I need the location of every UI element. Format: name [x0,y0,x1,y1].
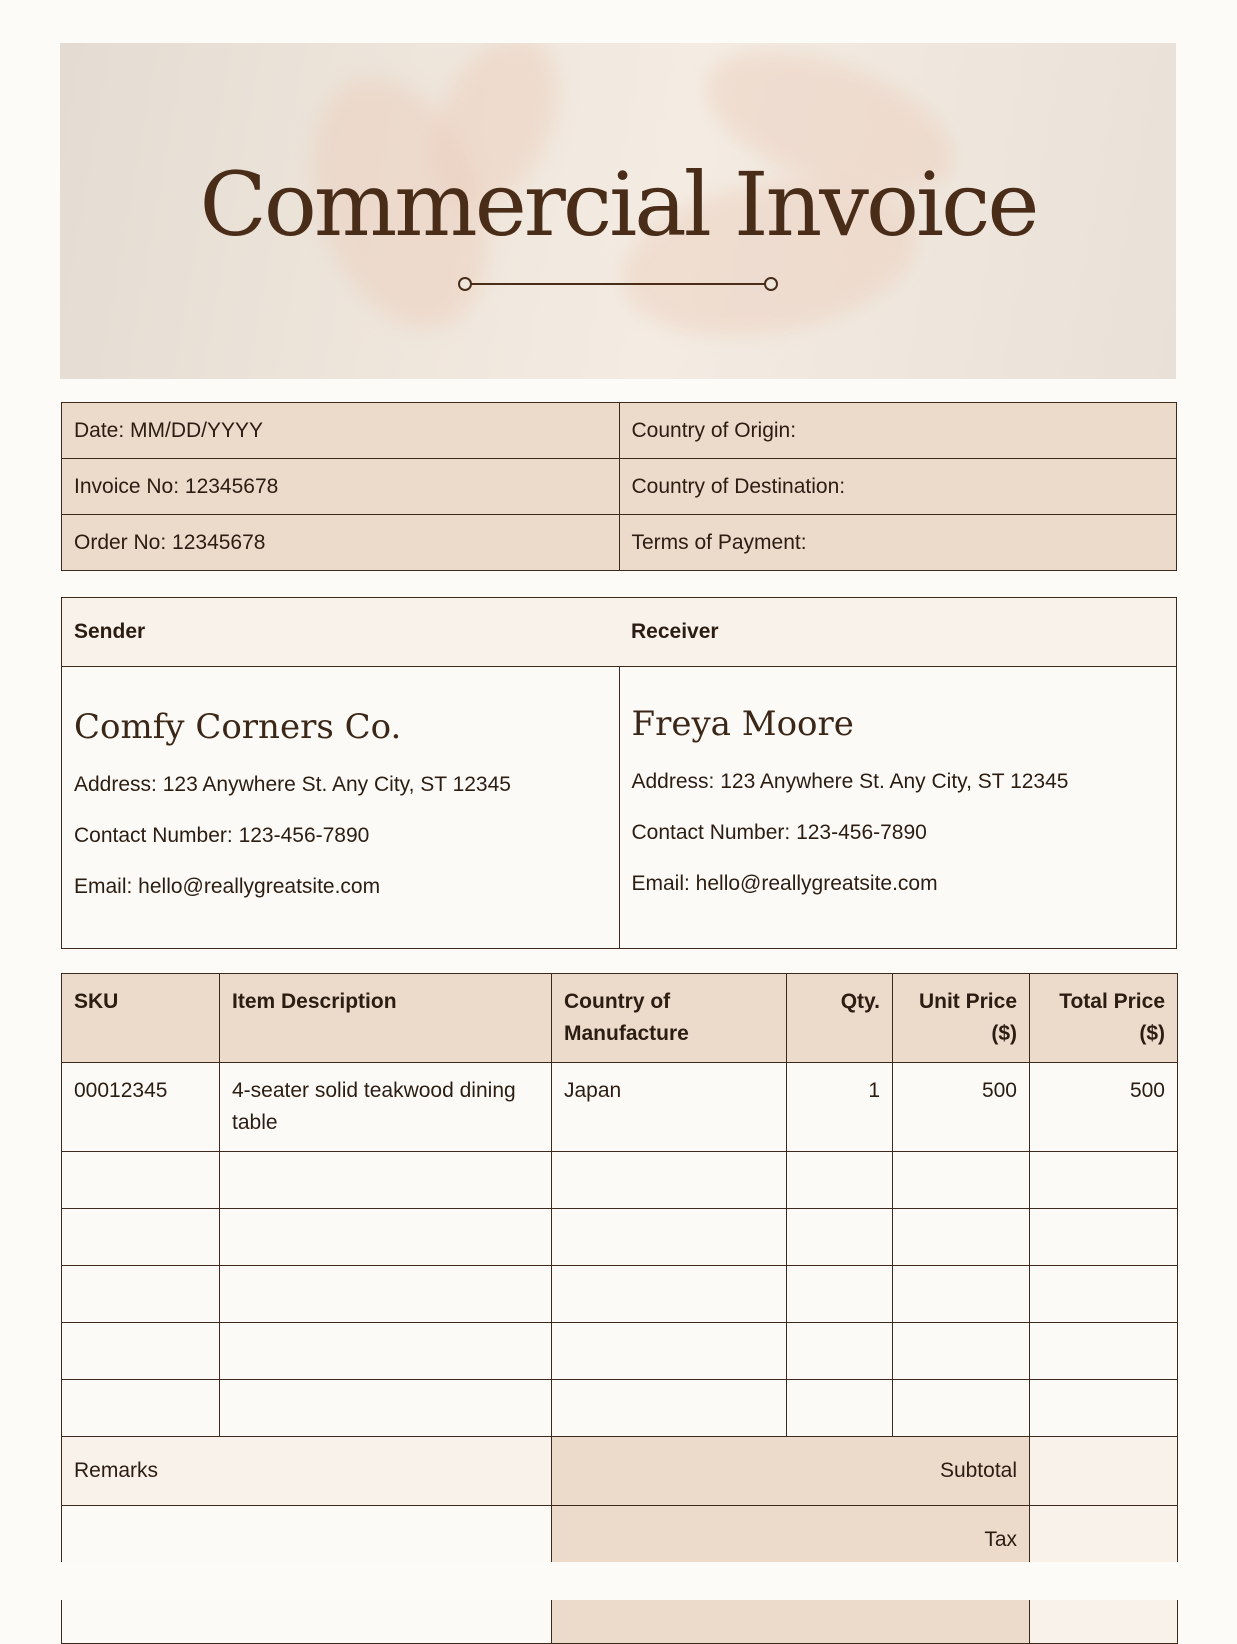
sender-block [62,667,620,949]
empty-cell[interactable] [893,1209,1030,1266]
empty-cell[interactable] [787,1323,893,1380]
sender-email[interactable]: Email: hello@reallygreatsite.com [74,875,381,898]
terms-of-payment-field[interactable]: Terms of Payment: [619,515,1177,571]
empty-cell[interactable] [552,1209,787,1266]
qty-header: Qty. [787,974,893,1063]
empty-cell[interactable] [220,1152,552,1209]
title-ornament [458,277,778,291]
table-row [62,1380,1178,1437]
receiver-address[interactable]: Address: 123 Anywhere St. Any City, ST 12345 [631,770,1069,793]
empty-cell[interactable] [1030,1380,1178,1437]
empty-cell[interactable] [1030,1323,1178,1380]
subtotal-label: Subtotal [552,1437,1030,1506]
table-row [62,1209,1178,1266]
receiver-name[interactable]: Freya Moore [631,704,854,744]
sku-header: SKU [62,974,220,1063]
page-bottom-edge [0,1562,1237,1600]
order-number-field[interactable]: Order No: 12345678 [62,515,620,571]
sender-contact[interactable]: Contact Number: 123-456-7890 [74,824,370,847]
receiver-heading: Receiver [619,598,1177,667]
table-row [62,1063,1178,1152]
invoice-title: Commercial Invoice [199,153,1037,256]
sender-name[interactable]: Comfy Corners Co. [74,707,402,747]
parties-table [61,597,1177,949]
invoice-number-field[interactable]: Invoice No: 12345678 [62,459,620,515]
tax-label: Tax [552,1506,1030,1575]
empty-cell[interactable] [1030,1152,1178,1209]
empty-cell[interactable] [787,1152,893,1209]
description-cell[interactable]: 4-seater solid teakwood dining table [220,1063,552,1152]
empty-cell[interactable] [220,1209,552,1266]
empty-cell[interactable] [552,1152,787,1209]
qty-cell[interactable]: 1 [787,1063,893,1152]
empty-cell[interactable] [62,1266,220,1323]
empty-cell[interactable] [893,1380,1030,1437]
sender-heading: Sender [62,598,620,667]
empty-cell[interactable] [1030,1209,1178,1266]
empty-cell[interactable] [893,1266,1030,1323]
unit-price-cell[interactable]: 500 [893,1063,1030,1152]
country-of-destination-field[interactable]: Country of Destination: [619,459,1177,515]
empty-cell[interactable] [62,1323,220,1380]
country-cell[interactable]: Japan [552,1063,787,1152]
receiver-email[interactable]: Email: hello@reallygreatsite.com [631,872,938,895]
date-field[interactable]: Date: MM/DD/YYYY [62,403,620,459]
header-banner [60,43,1176,379]
empty-cell[interactable] [220,1323,552,1380]
empty-cell[interactable] [552,1323,787,1380]
table-row [62,1152,1178,1209]
empty-cell[interactable] [220,1266,552,1323]
empty-cell[interactable] [787,1380,893,1437]
total-price-header: Total Price ($) [1030,974,1178,1063]
receiver-contact[interactable]: Contact Number: 123-456-7890 [631,821,927,844]
table-row [62,1323,1178,1380]
description-header: Item Description [220,974,552,1063]
invoice-meta-table [61,402,1177,571]
table-row [62,1266,1178,1323]
empty-cell[interactable] [62,1209,220,1266]
empty-cell[interactable] [220,1380,552,1437]
unit-price-header: Unit Price ($) [893,974,1030,1063]
remarks-label: Remarks [62,1437,552,1506]
empty-cell[interactable] [62,1380,220,1437]
receiver-block [619,667,1177,949]
sku-cell[interactable]: 00012345 [62,1063,220,1152]
country-header: Country of Manufacture [552,974,787,1063]
empty-cell[interactable] [1030,1266,1178,1323]
empty-cell[interactable] [552,1266,787,1323]
empty-cell[interactable] [787,1209,893,1266]
country-of-origin-field[interactable]: Country of Origin: [619,403,1177,459]
sender-address[interactable]: Address: 123 Anywhere St. Any City, ST 12345 [74,773,511,796]
empty-cell[interactable] [787,1266,893,1323]
empty-cell[interactable] [893,1323,1030,1380]
empty-cell[interactable] [62,1152,220,1209]
empty-cell[interactable] [893,1152,1030,1209]
empty-cell[interactable] [552,1380,787,1437]
items-table [61,973,1178,1644]
subtotal-value[interactable] [1030,1437,1178,1506]
total-price-cell[interactable]: 500 [1030,1063,1178,1152]
